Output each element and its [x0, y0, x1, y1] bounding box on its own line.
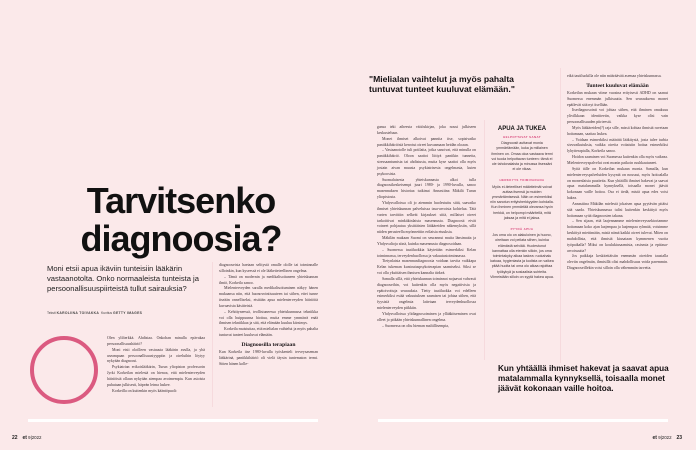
- paragraph: Itsediagnosointi voi johtaa siihen, että ihminen omaksuu ylivilkkaan identiteetin, vaikka kyse olisi vain persoonallisuuden piirteestä.: [567, 108, 668, 125]
- subheading: Tunteet kuuluvat elämään: [586, 82, 649, 89]
- paragraph: – Voidaan esimerkiksi määrätä lääkitystä, josta tulee turhia sivuvaikutuksia, vaikka oireita voitaisiin hoitaa esimerkiksi lyhytterapialla, Korkeila sanoo.: [567, 137, 668, 154]
- paragraph: – Vastaanotolle tuli potilaita, jotka sanoivat, että minulla on paniikkihäiriö. Oloon saattoi liittyä paniikin tunnetta, stressaantumista tai ahdistusta, mutta kyse saattoi olla myös jostain aivan muusta psykiatrisesta ongelmasta, kuten psykoosista.: [377, 148, 476, 176]
- paragraph: Monet ihmiset alkoivat pannita itse, sopisivatko paniikkihäiriöstä kerrotut oireet kuvaamaan heidän oloaan.: [377, 136, 476, 147]
- body-column-3: [377, 125, 476, 330]
- paragraph: Jos paikkaja keskitettäisiin enemmän oireiden taustalla oleviin ongelmiin, ihmisillä olisi mahdollisuus voida paremmin. Diagnooseillekin voisi silloin olla vähemmän tarvetta.: [567, 254, 668, 271]
- subheading: Diagnoosilla terapiaan: [241, 341, 296, 348]
- paragraph: Syitä tälle on Korkeilan mukaan monia. Samalla, kun mielenterveyspalveluiden kysyntä on noussut, myös hoitoalalla on monenlaisia puutteita. Kun yhtäällä ihmiset hakevat ja saavat apua matalammalla kynnyksellä, toisaalla monet jäävät kokonaan vaille hoitoa. Osa ei tiedä, mistä apua edes voisi hakea.: [567, 166, 668, 201]
- column-divider: [484, 120, 485, 360]
- credits: Teksti KAROLIINA TOIVAKKA Kuvitus GETTY IMAGES: [47, 311, 143, 315]
- column-divider: [212, 262, 213, 407]
- article-title: Tarvitsenko diagnoosia?: [80, 180, 282, 259]
- paragraph: – Tämä on modernin ja medikalisoituneen yhteiskunnan ilmiö, Korkeila sanoo.: [219, 274, 318, 285]
- sidebar-section-text: Diagnoosit auttavat monia ymmärtämään, kuka ja millainen ihminen on. Omaa oloa vastaava termi voi tuoda helpottavan tunteen: tämä ei ole tahdonalaista ja minussa itsessäni ei ole vikaa.: [491, 141, 553, 172]
- paragraph: – Kehittyneessä, teollistuneessa yhteiskunnassa tekniikka voi olla huippuunsa hiottua, mutta emme ymmärrä enää ihmisen tekniikkaa ja sitä, että elämään kuuluu kärsimys.: [219, 309, 318, 326]
- bottom-pull-quote: Kun yhtäällä ihmiset hakevat ja saavat apua matalammalla kynnyksellä, toisaalla monet jäävät kokonaan vaille hoitoa.: [498, 364, 669, 393]
- standfirst: Moni etsii apua ikäviin tunteisiin lääkärin vastaanotolta. Onko normaaleista tunteista ja persoonallisuuspiirteistä tullut sairauksia?: [47, 264, 199, 294]
- paragraph: diagnooseista haetaan selitystä omalle ololle tai toiminnalle silloinkin, kun kyseessä ei ole lääketieteellinen ongelma.: [219, 263, 318, 273]
- paragraph: Samalla sillä, että yhteiskunnan toiminnot nojaavat vahvasti diagnooseihin, voi kuitenkin olla myös negatiivisia ja epätoivottuja seurauksia. Tietty tautiluokka voi edelleen esimerkiksi estää vakuutuksen saamisen tai johtaa siihen, että fyysisiä ongelmia laitetaan terveydenhuollossa mielenterveyden piikkiin.: [377, 276, 476, 311]
- footer-left: 22 et 9|2022: [12, 435, 42, 441]
- paragraph: Yhdysvalloissa oli jo aiemmin huolestuttu siitä, saavatko ihmiset yhteiskunnan palveluissa tasa-arvoista kohtelua. Tätä varten tarvittiin selkeät kirjaukset siitä, millaiset oireet tarkoittivat minkäkinlaista masennusta. Diagnoosit eivät voineet pohjautua yksittäisten lääkäreiden näkemyksiin, sillä niiden perusteella myönnettiin erilaisia etuuksia.: [377, 200, 476, 235]
- sidebar-section-heading: PYYDÄ APUA: [510, 227, 534, 232]
- paragraph: Yhdysvalloissa ylidiagnosoiminen ja yllääkitseminen ovat olleet jo pitkään yhteiskunnallinen ongelma.: [377, 312, 476, 322]
- sidebar-title: APUA JA TUKEA: [497, 126, 547, 132]
- paragraph: Kun Korkeila itse 1980-luvulla työskenteli terveysaseman lääkärinä, paniikkihäiriö oli vielä täysin tuntematon termi. Sitten hänen kolle-: [219, 349, 318, 366]
- sidebar-section-heading: HERKKYYS TOIMIVARANA: [499, 178, 545, 183]
- pull-quote: "Mielialan vaihtelut ja myös pahalta tuntuvat tunteet kuuluvat elämään.": [369, 74, 515, 94]
- sidebar-section-heading: HELPOTTAVAT SANAT: [503, 135, 541, 139]
- footer-right: et 9|2022 23: [652, 435, 682, 441]
- column-divider: [560, 68, 561, 363]
- paragraph: Mäkilän mukaan Suomi on seurannut muita länsimaita ja Yhdysvaltoja siinä, kuinka masennusta diagnosoidaan.: [377, 236, 476, 246]
- paragraph: Hoidon saaminen voi Suomessa kuitenkin olla myös vaikeaa. Mielenterveyspalvelut ovat monin paikoin ruuhkautuneet.: [567, 155, 668, 165]
- page-rule: [378, 419, 668, 422]
- paragraph: Annastiina Mäkilän mielestä jokaisen apua pyytävän pitäisi sitä saada. Yhteiskunnassa tulisi kuitenkin keskittyä myös hoitamaan syitä diagnoosien takana.: [567, 201, 668, 218]
- body-column-1: [107, 336, 205, 394]
- paragraph: Moni etsii oloilleen vastausta lääkärin avulla, ja yhä useampaan persoonallisuustyyppiin ja oireluihin löytyy nykyään diagnoosi.: [107, 347, 205, 364]
- sidebar-section-text: Myös ei-tieteelliset määritelmät voivat auttaa itsensä ja muiden ymmärtämisessä. Näin on esimerkiksi niin sanotun erityisherkkyyden kohdalla. Kun ihminen ymmärtää olevansa hyvin herkkä, on helpompi määritellä, mitä jaksaa ja mitä ei jaksa.: [490, 184, 554, 220]
- pink-ring-illustration: [30, 336, 98, 404]
- paragraph: – Sen sijaan, että laajennamme mielenterveyssektoriamme hoitamaan koko ajan laajempaa ja laajempaa ryhmää, voisimme keskittyä miettimään, mistä nämä kaikki oireet tulevat. Miten on mahdollista, että ihmisiä kiusataan kymmenen vuotta työpaikalla? Miksi on koulukiusaamista, rasismia ja epätasa-arvoisuutta?: [567, 219, 668, 253]
- paragraph: Olen ylilterkkä. Ahdistaa. Onkohan minulla epävakaa persoonallisuushäiriö?: [107, 336, 205, 346]
- paragraph: – Suomessa tautiluokkia käytetään esimerkiksi Kelan toiminnassa, terveydenhuollossa ja vakuutustoiminnassa.: [377, 247, 476, 258]
- paragraph: Suomalaisesta yhteiskunnasta alkoi tulla diagnoosikeskeisempi juuri 1980- ja 1990-luvulla, sanoo masennuksen historiaa tutkinut Annastiina Mäkilä Turun yliopistosta.: [377, 177, 476, 200]
- paragraph: Mielenterveyden saralla medikalisoituminen näkyy hänen mukaansa niin, että huonovointisuuteen tai siihen, ettei tunne itseään onnelliseksi, etsitään apua mielenterveyden häiriöitä kuvaavista käsitteistä.: [219, 286, 318, 308]
- paragraph: Korkeila muistuttaa, että mielialan vaihtelut ja myös pahalta tuntuvat tunteet kuuluvat elämään.: [219, 327, 318, 338]
- paragraph: Korkeilla on kuitenkin myös kääntöpuoli:: [112, 388, 178, 393]
- paragraph: – Suomessa on oltu hieman maltillisempia,: [382, 323, 449, 328]
- paragraph: eikä tautiluokilla ole niin määräävää asemaa yhteiskunnassa.: [567, 74, 662, 78]
- paragraph: Psykiatrian erikoislääkärin, Turun yliopiston professorin Jyrki Korkeilan mielestä on hienoa, että mielenterveyden häiriöistä ollaan nykyään aiempaa avoimempia. Kun asioista puhutaan julkisesti, häpeän leima laskee.: [107, 365, 205, 387]
- paragraph: gansa teki aiheesta väitöskirjan, joka nousi julkiseen keskusteluun.: [377, 125, 476, 135]
- sidebar-section-text: Jos oma olo on alakuloinen ja huono, oireitaan voi peilata siihen, kuinka elämästä selviää. Huolestunut kannattaa olla etenkin silloin, jos oma toimintakyky alkaa laskea: ruokahalu katoaa, hygieniasta ja kodista on vaikea pitää huolta tai oma olo alkaa rajoittaa työkykyä ja sosiaalisia suhteita. Viimeistään silloin on syytä hakea apua.: [490, 233, 554, 279]
- body-column-4: [567, 74, 668, 272]
- body-column-2: [219, 263, 318, 368]
- paragraph: Tietynlaista masennusdiagnoosia voidaan tarvita vaikkapa Kelan tukeman kuntoutuspsykoterapian saamiseksi. Siksi se voi olla yksittäisen ihmisen kannalta tärkeä.: [377, 259, 476, 276]
- page-rule: [28, 419, 318, 422]
- paragraph: Myös lääkäreiden(?) raja sille, missä kohtaa ihmistä ruvetaan hoitamaan, saattaa laskea.: [567, 125, 668, 136]
- paragraph: Korkeilan mukaan viime vuosina erityisesti ADHD on saanut Suomessa enemmän julkisuutta. Sen seurauksena monet epäilevät sitä nyt itsellään.: [567, 90, 668, 107]
- sidebar-box: [490, 125, 554, 280]
